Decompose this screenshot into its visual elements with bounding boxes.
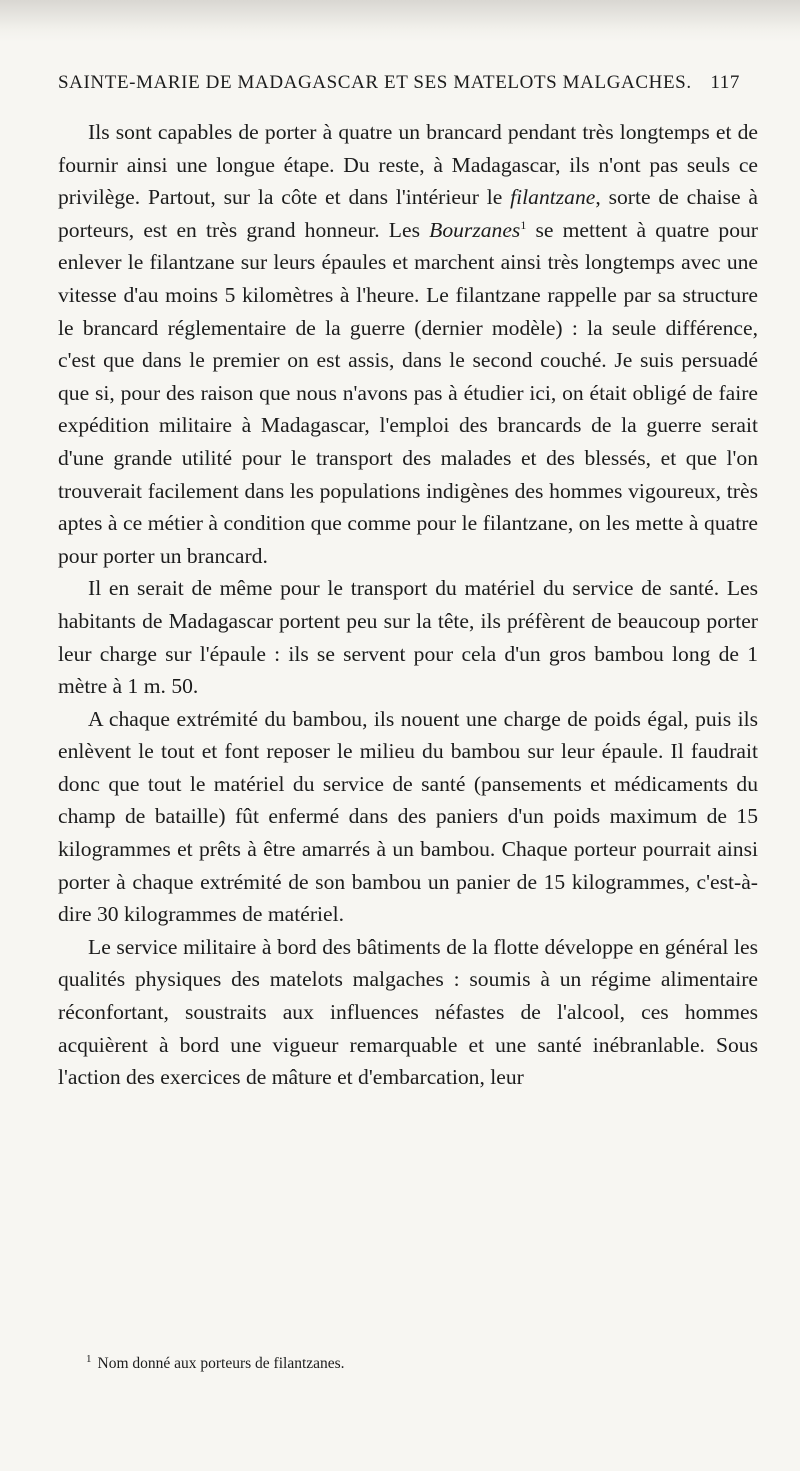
body-text [58, 116, 758, 1094]
paragraph-3: A chaque extrémité du bambou, ils nouent une charge de poids égal, puis ils enlèvent le tout et font reposer le milieu du bambou sur leur épaule. Il faudrait donc que tout le matériel du service de santé (pansements et médicaments du champ de bataille) fût enfermé dans des paniers d'un poids maximum de 15 kilogrammes et prêts à être amarrés à un bambou. Chaque porteur pourrait ainsi porter à chaque extrémité de son bambou un panier de 15 kilogrammes, c'est-à-dire 30 kilogrammes de matériel. [58, 706, 758, 927]
paragraph-1-part-1: Ils sont capables de porter à quatre un brancard pendant très longtemps et de fournir ainsi une longue étape. Du reste, à Madagascar, ils n'ont pas seuls ce privilège. Partout, sur la côte et dans l'intérieur le [58, 120, 758, 210]
paragraph-4: Le service militaire à bord des bâtiments de la flotte développe en général les qualités physiques des matelots malgaches : soumis à un régime alimentaire réconfortant, soustraits aux influences néfastes de l'alcool, ces hommes acquièrent à bord une vigueur remarquable et une santé inébranlable. Sous l'action des exercices de mâture et d'embarcation, leur [58, 934, 758, 1090]
footnote-number: 1 [86, 1352, 92, 1365]
term-filantzane: filantzane [510, 185, 596, 210]
page-number: 117 [710, 72, 740, 93]
paragraph-2: Il en serait de même pour le transport du matériel du service de santé. Les habitants de Madagascar portent peu sur la tête, ils préfèrent de beaucoup porter leur charge sur l'épaule : ils se servent pour cela d'un gros bambou long de 1 mètre à 1 m. 50. [58, 576, 758, 699]
paragraph-1 [58, 116, 758, 572]
page-top-edge [0, 0, 800, 42]
paragraph-1-part-2: , sorte de chaise à porteurs, est en très grand honneur. Les [58, 185, 758, 242]
paragraph-1-part-3: se mettent à quatre pour enlever le filantzane sur leurs épaules et marchent ainsi très longtemps avec une vitesse d'au moins 5 kilomètres à l'heure. Le filantzane rappelle par sa structure le brancard réglementaire de la guerre (dernier modèle) : la seule différence, c'est que dans le premier on est assis, dans le second couché. Je suis persuadé que si, pour des raison que nous n'avons pas à étudier ici, on était obligé de faire expédition militaire à Madagascar, l'emploi des brancards de la guerre serait d'une grande utilité pour le transport des malades et des blessés, et que l'on trouverait facilement dans les populations indigènes des hommes vigoureux, très aptes à ce métier à condition que comme pour le filantzane, on les mette à quatre pour porter un brancard. [58, 217, 758, 568]
footnote-reference: 1 [520, 217, 527, 232]
page-header [58, 72, 740, 94]
term-bourzanes: Bourzanes [429, 217, 521, 242]
footnote-text: Nom donné aux porteurs de filantzanes. [97, 1355, 345, 1372]
running-title: SAINTE-MARIE DE MADAGASCAR ET SES MATELOTS MALGACHES. [58, 72, 692, 93]
footnote [86, 1354, 746, 1374]
